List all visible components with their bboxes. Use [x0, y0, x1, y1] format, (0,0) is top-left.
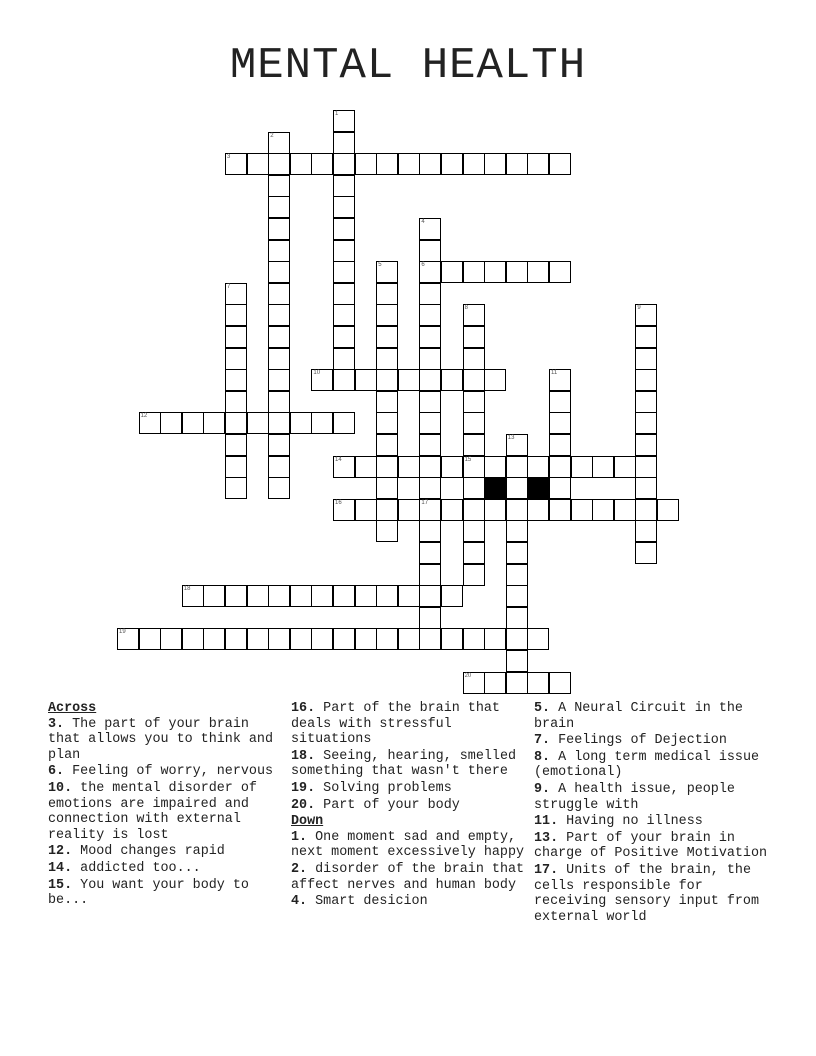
crossword-cell[interactable]: [484, 499, 506, 521]
crossword-cell[interactable]: [419, 456, 441, 478]
crossword-cell[interactable]: [398, 585, 420, 607]
crossword-cell[interactable]: [376, 412, 398, 434]
crossword-cell[interactable]: [419, 283, 441, 305]
crossword-cell[interactable]: [463, 477, 485, 499]
clue-across-14: 14. addicted too...: [48, 860, 201, 876]
crossword-cell[interactable]: [506, 672, 528, 694]
clue-number: 20: [464, 672, 472, 679]
crossword-cell[interactable]: [398, 369, 420, 391]
crossword-cell[interactable]: [333, 110, 355, 132]
crossword-cell[interactable]: [527, 456, 549, 478]
clues-column-1: [48, 701, 282, 910]
crossword-cell[interactable]: [506, 564, 528, 586]
crossword-cell[interactable]: [614, 499, 636, 521]
clue-across-18: 18. Seeing, hearing, smelled something that wasn't there: [291, 748, 517, 780]
clue-number: 15: [464, 456, 472, 463]
crossword-cell[interactable]: [419, 153, 441, 175]
crossword-cell[interactable]: [268, 585, 290, 607]
crossword-cell[interactable]: [463, 348, 485, 370]
crossword-cell[interactable]: [398, 628, 420, 650]
crossword-cell[interactable]: [463, 672, 485, 694]
crossword-cell[interactable]: [268, 218, 290, 240]
crossword-cell[interactable]: [311, 628, 333, 650]
crossword-cell[interactable]: [225, 434, 247, 456]
crossword-cell[interactable]: [333, 175, 355, 197]
crossword-cell[interactable]: [355, 369, 377, 391]
crossword-cell[interactable]: [549, 672, 571, 694]
crossword-cell[interactable]: [225, 304, 247, 326]
crossword-cell[interactable]: [614, 456, 636, 478]
crossword-cell[interactable]: [247, 153, 269, 175]
crossword-cell[interactable]: [376, 283, 398, 305]
crossword-cell[interactable]: [182, 628, 204, 650]
crossword-cell[interactable]: [117, 628, 139, 650]
crossword-cell[interactable]: [290, 153, 312, 175]
crossword-cell[interactable]: [290, 585, 312, 607]
crossword-cell[interactable]: [635, 304, 657, 326]
crossword-cell[interactable]: [527, 499, 549, 521]
crossword-cell[interactable]: [203, 585, 225, 607]
crossword-cell[interactable]: [311, 369, 333, 391]
crossword-cell[interactable]: [182, 412, 204, 434]
clue-number: 19: [119, 629, 126, 636]
clues-column-3: [534, 701, 774, 926]
crossword-cell[interactable]: [419, 348, 441, 370]
crossword-cell[interactable]: [268, 628, 290, 650]
clue-number: 9: [637, 305, 641, 312]
clue-number: 5: [378, 262, 382, 269]
crossword-cell[interactable]: [376, 434, 398, 456]
crossword-cell[interactable]: [419, 564, 441, 586]
crossword-cell[interactable]: [549, 499, 571, 521]
crossword-cell[interactable]: [247, 412, 269, 434]
across-heading: Across: [48, 701, 97, 716]
crossword-cell[interactable]: [247, 585, 269, 607]
clue-across-19: 19. Solving problems: [291, 780, 452, 796]
crossword-cell[interactable]: [419, 391, 441, 413]
crossword-cell[interactable]: [463, 499, 485, 521]
crossword-cell[interactable]: [506, 499, 528, 521]
crossword-cell[interactable]: [376, 628, 398, 650]
clue-down-5: 5. A Neural Circuit in the brain: [534, 701, 743, 732]
crossword-cell[interactable]: [355, 153, 377, 175]
crossword-cell[interactable]: [419, 542, 441, 564]
crossword-cell[interactable]: [441, 261, 463, 283]
crossword-cell[interactable]: [268, 391, 290, 413]
crossword-cell[interactable]: [419, 434, 441, 456]
crossword-cell[interactable]: [506, 261, 528, 283]
crossword-cell[interactable]: [441, 369, 463, 391]
crossword-cell[interactable]: [419, 499, 441, 521]
crossword-cell[interactable]: [635, 542, 657, 564]
crossword-cell[interactable]: [268, 240, 290, 262]
crossword-cell[interactable]: [635, 326, 657, 348]
crossword-cell[interactable]: [506, 542, 528, 564]
clue-number: 17: [421, 499, 429, 506]
crossword-cell[interactable]: [549, 477, 571, 499]
crossword-cell[interactable]: [247, 628, 269, 650]
crossword-cell[interactable]: [333, 585, 355, 607]
crossword-cell[interactable]: [290, 628, 312, 650]
crossword-cell[interactable]: [506, 153, 528, 175]
crossword-cell[interactable]: [463, 542, 485, 564]
crossword-cell[interactable]: [376, 348, 398, 370]
crossword-cell[interactable]: [268, 175, 290, 197]
crossword-cell[interactable]: [225, 477, 247, 499]
crossword-cell[interactable]: [398, 153, 420, 175]
crossword-cell[interactable]: [463, 153, 485, 175]
crossword-cell[interactable]: [268, 348, 290, 370]
crossword-cell[interactable]: [506, 585, 528, 607]
crossword-cell[interactable]: [333, 218, 355, 240]
crossword-cell[interactable]: [268, 456, 290, 478]
crossword-cell[interactable]: [225, 369, 247, 391]
clue-number: 4: [421, 219, 425, 225]
crossword-cell[interactable]: [333, 283, 355, 305]
crossword-cell[interactable]: [268, 369, 290, 391]
crossword-cell[interactable]: [484, 261, 506, 283]
crossword-cell[interactable]: [419, 412, 441, 434]
crossword-cell[interactable]: [506, 456, 528, 478]
crossword-cell[interactable]: [225, 348, 247, 370]
clue-number: 10: [313, 370, 321, 377]
clue-down-4: 4. Smart desicion: [291, 894, 428, 910]
clue-number: 11: [551, 370, 558, 377]
crossword-cell[interactable]: [333, 132, 355, 154]
crossword-block-cell: [484, 477, 506, 499]
crossword-cell[interactable]: [419, 261, 441, 283]
crossword-cell[interactable]: [139, 412, 161, 434]
crossword-cell[interactable]: [527, 628, 549, 650]
crossword-cell[interactable]: [333, 261, 355, 283]
clue-down-8: 8. A long term medical issue (emotional): [534, 749, 760, 781]
clue-number: 16: [335, 499, 342, 506]
crossword-cell[interactable]: [635, 499, 657, 521]
clue-number: 2: [270, 132, 274, 139]
crossword-cell[interactable]: [463, 391, 485, 413]
crossword-cell[interactable]: [419, 369, 441, 391]
crossword-cell[interactable]: [419, 304, 441, 326]
crossword-cell[interactable]: [484, 672, 506, 694]
crossword-cell[interactable]: [463, 412, 485, 434]
crossword-cell[interactable]: [268, 261, 290, 283]
crossword-cell[interactable]: [441, 499, 463, 521]
puzzle-title: MENTAL HEALTH: [229, 41, 587, 91]
crossword-cell[interactable]: [592, 456, 614, 478]
clue-down-2: 2. disorder of the brain that affect nerves and human body: [291, 861, 525, 893]
crossword-cell[interactable]: [635, 456, 657, 478]
crossword-cell[interactable]: [139, 628, 161, 650]
crossword-cell[interactable]: [592, 499, 614, 521]
crossword-cell[interactable]: [333, 240, 355, 262]
crossword-cell[interactable]: [635, 369, 657, 391]
crossword-cell[interactable]: [463, 628, 485, 650]
crossword-cell[interactable]: [549, 456, 571, 478]
clue-number: 14: [335, 456, 342, 463]
crossword-cell[interactable]: [268, 132, 290, 154]
crossword-cell[interactable]: [376, 304, 398, 326]
crossword-cell[interactable]: [376, 585, 398, 607]
crossword-cell[interactable]: [376, 520, 398, 542]
crossword-cell[interactable]: [376, 369, 398, 391]
crossword-cell[interactable]: [463, 369, 485, 391]
crossword-cell[interactable]: [268, 283, 290, 305]
crossword-cell[interactable]: [463, 520, 485, 542]
crossword-cell[interactable]: [376, 261, 398, 283]
crossword-cell[interactable]: [419, 240, 441, 262]
crossword-cell[interactable]: [419, 628, 441, 650]
crossword-block-cell: [527, 477, 549, 499]
crossword-cell[interactable]: [225, 456, 247, 478]
crossword-cell[interactable]: [268, 434, 290, 456]
crossword-cell[interactable]: [657, 499, 679, 521]
crossword-cell[interactable]: [376, 391, 398, 413]
crossword-cell[interactable]: [419, 326, 441, 348]
crossword-cell[interactable]: [635, 348, 657, 370]
clue-number: 1: [335, 111, 339, 117]
crossword-cell[interactable]: [398, 456, 420, 478]
crossword-cell[interactable]: [160, 412, 182, 434]
clue-down-13: 13. Part of your brain in charge of Positive Motivation: [534, 830, 768, 862]
clue-down-7: 7. Feelings of Dejection: [534, 733, 727, 749]
crossword-cell[interactable]: [355, 585, 377, 607]
crossword-cell[interactable]: [463, 326, 485, 348]
crossword-cell[interactable]: [311, 585, 333, 607]
crossword-cell[interactable]: [484, 628, 506, 650]
crossword-cell[interactable]: [549, 153, 571, 175]
crossword-cell[interactable]: [376, 477, 398, 499]
crossword-cell[interactable]: [441, 628, 463, 650]
crossword-cell[interactable]: [311, 153, 333, 175]
crossword-cell[interactable]: [376, 326, 398, 348]
clue-down-17: 17. Units of the brain, the cells responsible for receiving sensory input from external world: [534, 862, 759, 925]
crossword-cell[interactable]: [527, 261, 549, 283]
crossword-cell[interactable]: [419, 607, 441, 629]
crossword-cell[interactable]: [571, 456, 593, 478]
crossword-cell[interactable]: [333, 369, 355, 391]
clue-number: 7: [227, 283, 231, 290]
crossword-cell[interactable]: [635, 434, 657, 456]
crossword-cell[interactable]: [398, 499, 420, 521]
crossword-cell[interactable]: [527, 672, 549, 694]
crossword-cell[interactable]: [419, 218, 441, 240]
clue-number: 6: [421, 262, 425, 269]
clue-across-20: 20. Part of your body: [291, 797, 460, 813]
crossword-cell[interactable]: [333, 326, 355, 348]
crossword-cell[interactable]: [419, 477, 441, 499]
crossword-cell[interactable]: [268, 196, 290, 218]
clue-number: 8: [464, 305, 468, 312]
clue-number: 3: [227, 154, 231, 161]
crossword-cell[interactable]: [268, 304, 290, 326]
crossword-cell[interactable]: [333, 196, 355, 218]
crossword-cell[interactable]: [333, 456, 355, 478]
crossword-cell[interactable]: [376, 499, 398, 521]
crossword-cell[interactable]: [506, 520, 528, 542]
crossword-cell[interactable]: [225, 153, 247, 175]
crossword-cell[interactable]: [635, 520, 657, 542]
clue-across-15: 15. You want your body to be...: [48, 877, 249, 909]
clue-number: 18: [183, 586, 191, 593]
crossword-cell[interactable]: [419, 520, 441, 542]
crossword-cell[interactable]: [355, 499, 377, 521]
crossword-cell[interactable]: [225, 412, 247, 434]
crossword-cell[interactable]: [419, 585, 441, 607]
crossword-cell[interactable]: [441, 456, 463, 478]
crossword-cell[interactable]: [463, 564, 485, 586]
crossword-cell[interactable]: [463, 456, 485, 478]
crossword-cell[interactable]: [463, 261, 485, 283]
crossword-cell[interactable]: [225, 283, 247, 305]
crossword-cell[interactable]: [549, 412, 571, 434]
crossword-cell[interactable]: [506, 434, 528, 456]
clue-across-6: 6. Feeling of worry, nervous: [48, 764, 274, 780]
crossword-cell[interactable]: [203, 412, 225, 434]
crossword-cell[interactable]: [268, 326, 290, 348]
crossword-cell[interactable]: [571, 499, 593, 521]
clue-number: 13: [507, 435, 515, 441]
crossword-cell[interactable]: [463, 304, 485, 326]
clue-across-16: 16. Part of the brain that deals with stressful situations: [291, 701, 500, 748]
crossword-cell[interactable]: [333, 304, 355, 326]
crossword-cell[interactable]: [355, 628, 377, 650]
crossword-cell[interactable]: [441, 585, 463, 607]
crossword-cell[interactable]: [549, 261, 571, 283]
down-heading: Down: [291, 814, 324, 830]
clue-down-1: 1. One moment sad and empty, next moment excessively happy: [291, 829, 525, 861]
crossword-cell[interactable]: [463, 434, 485, 456]
clue-down-9: 9. A health issue, people struggle with: [534, 781, 735, 813]
crossword-cell[interactable]: [225, 585, 247, 607]
clues-column-2: [291, 701, 527, 911]
crossword-cell[interactable]: [376, 456, 398, 478]
crossword-cell[interactable]: [484, 153, 506, 175]
crossword-cell[interactable]: [506, 607, 528, 629]
crossword-cell[interactable]: [506, 628, 528, 650]
crossword-cell[interactable]: [355, 456, 377, 478]
crossword-cell[interactable]: [635, 477, 657, 499]
crossword-cell[interactable]: [203, 628, 225, 650]
crossword-cell[interactable]: [225, 628, 247, 650]
clue-down-11: 11. Having no illness: [534, 814, 703, 830]
crossword-cell[interactable]: [268, 477, 290, 499]
crossword-cell[interactable]: [635, 412, 657, 434]
crossword-cell[interactable]: [484, 369, 506, 391]
crossword-cell[interactable]: [549, 369, 571, 391]
clue-across-3: 3. The part of your brain that allows you to think and plan: [48, 716, 273, 763]
crossword-cell[interactable]: [527, 153, 549, 175]
crossword-cell[interactable]: [549, 434, 571, 456]
crossword-cell[interactable]: [333, 153, 355, 175]
crossword-cell[interactable]: [225, 326, 247, 348]
clue-number: 12: [140, 413, 148, 420]
crossword-cell[interactable]: [160, 628, 182, 650]
crossword-cell[interactable]: [333, 628, 355, 650]
crossword-cell[interactable]: [182, 585, 204, 607]
crossword-cell[interactable]: [635, 391, 657, 413]
crossword-cell[interactable]: [484, 456, 506, 478]
crossword-cell[interactable]: [290, 412, 312, 434]
crossword-cell[interactable]: [333, 348, 355, 370]
crossword-cell[interactable]: [311, 412, 333, 434]
clue-across-12: 12. Mood changes rapid: [48, 844, 225, 860]
crossword-cell[interactable]: [268, 153, 290, 175]
crossword-cell[interactable]: [441, 153, 463, 175]
crossword-cell[interactable]: [333, 499, 355, 521]
clue-across-10: 10. the mental disorder of emotions are impaired and connection with external reality is lost: [48, 780, 257, 843]
crossword-cell[interactable]: [376, 153, 398, 175]
crossword-cell[interactable]: [506, 477, 528, 499]
crossword-cell[interactable]: [506, 650, 528, 672]
crossword-cell[interactable]: [333, 412, 355, 434]
crossword-cell[interactable]: [549, 391, 571, 413]
crossword-cell[interactable]: [225, 391, 247, 413]
crossword-cell[interactable]: [268, 412, 290, 434]
